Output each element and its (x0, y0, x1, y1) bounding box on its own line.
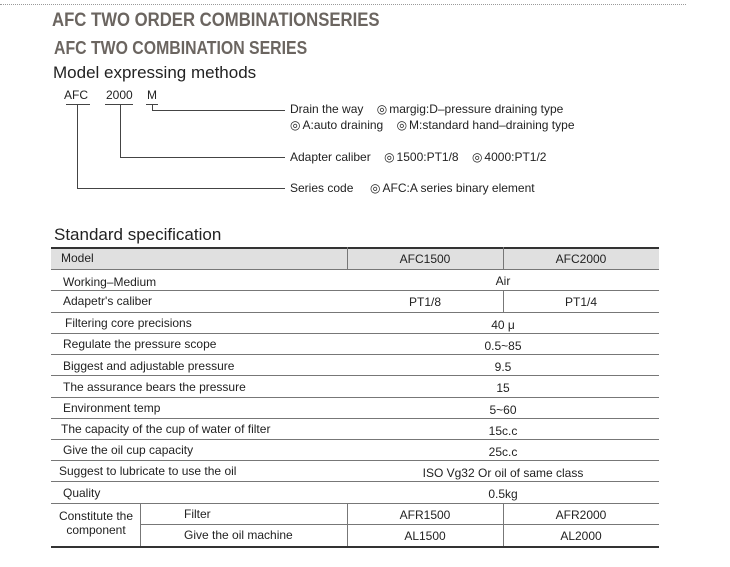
table-rule (51, 312, 659, 313)
table-rule (51, 354, 659, 355)
row-value-water-cup: 15c.c (488, 424, 518, 438)
row-label-caliber: Adapetr's caliber (63, 294, 153, 308)
series-connector-vertical (77, 104, 78, 188)
drain-line-1 (290, 102, 563, 116)
table-top-rule (51, 247, 659, 249)
row-label-assurance-pressure: The assurance bears the pressure (63, 380, 246, 394)
row-label-quality: Quality (63, 486, 101, 500)
component-filter-label: Filter (184, 507, 211, 521)
component-oiler-1500: AL1500 (404, 529, 446, 543)
table-vrule (503, 503, 504, 546)
drain-connector-horizontal (152, 110, 285, 111)
table-rule (51, 460, 659, 461)
row-value-caliber-1500: PT1/8 (408, 295, 441, 309)
table-rule (140, 524, 659, 525)
table-vrule (347, 503, 348, 546)
table-rule (51, 269, 659, 270)
row-label-lubricant: Suggest to lubricate to use the oil (59, 464, 237, 478)
row-value-lubricant: ISO Vg32 Or oil of same class (422, 466, 584, 480)
row-value-max-pressure: 9.5 (494, 360, 512, 374)
code-afc: AFC (64, 88, 88, 102)
row-value-quality: 0.5kg (488, 487, 518, 501)
model-section-heading: Model expressing methods (53, 63, 257, 82)
row-value-medium: Air (495, 274, 511, 288)
header-afc2000: AFC2000 (555, 252, 607, 266)
drain-label: Drain the way (290, 102, 364, 116)
component-filter-2000: AFR2000 (555, 508, 607, 522)
table-vrule (503, 290, 504, 312)
table-rule (51, 503, 659, 504)
row-value-assurance-pressure: 15 (496, 381, 510, 395)
component-group-label (55, 509, 137, 537)
ring-bullet-icon: ◎ (370, 181, 381, 195)
adapter-connector-vertical (120, 104, 121, 157)
ring-bullet-icon: ◎ (290, 118, 301, 132)
component-filter-1500: AFR1500 (399, 508, 451, 522)
component-oiler-label: Give the oil machine (184, 528, 293, 542)
series-connector-horizontal (77, 188, 285, 189)
series-title-primary: AFC TWO ORDER COMBINATIONSERIES (52, 10, 380, 31)
underline-afc (66, 104, 90, 105)
table-rule (51, 290, 659, 291)
ring-bullet-icon: ◎ (396, 118, 408, 132)
table-vrule (347, 247, 348, 269)
table-rule (51, 375, 659, 376)
table-rule (51, 418, 659, 419)
drain-option-m: M:standard hand–draining type (409, 118, 575, 132)
table-rule (51, 333, 659, 334)
series-line (290, 181, 535, 195)
ring-bullet-icon: ◎ (376, 102, 388, 116)
spec-section-heading: Standard specification (54, 225, 222, 244)
series-option-afc: AFC:A series binary element (382, 181, 535, 195)
table-bottom-rule (51, 546, 659, 548)
row-label-max-pressure: Biggest and adjustable pressure (63, 359, 235, 373)
row-label-pressure-scope: Regulate the pressure scope (63, 337, 217, 351)
adapter-option-4000: 4000:PT1/2 (484, 150, 547, 164)
row-value-temp: 5~60 (489, 403, 517, 417)
row-label-temp: Environment temp (63, 401, 161, 415)
table-rule (51, 397, 659, 398)
adapter-option-1500: 1500:PT1/8 (396, 150, 459, 164)
header-model-label: Model (61, 251, 94, 265)
series-label: Series code (290, 181, 354, 195)
row-value-pressure-scope: 0.5~85 (484, 339, 522, 353)
series-title-secondary: AFC TWO COMBINATION SERIES (54, 38, 308, 58)
row-label-precision: Filtering core precisions (65, 316, 192, 330)
row-label-oil-cup: Give the oil cup capacity (63, 443, 194, 457)
table-rule (51, 481, 659, 482)
underline-2000 (105, 104, 133, 105)
code-2000: 2000 (106, 88, 133, 102)
header-afc1500: AFC1500 (399, 252, 451, 266)
table-vrule (503, 247, 504, 269)
component-label-line1: Constitute the (58, 509, 134, 523)
ring-bullet-icon: ◎ (471, 150, 483, 164)
table-rule (51, 439, 659, 440)
row-label-water-cup: The capacity of the cup of water of filter (61, 422, 271, 436)
code-m: M (147, 88, 157, 102)
adapter-line (290, 150, 546, 164)
ring-bullet-icon: ◎ (384, 150, 395, 164)
adapter-label: Adapter caliber (290, 150, 371, 164)
drain-option-a: A:auto draining (302, 118, 384, 132)
top-dotted-rule (0, 4, 686, 5)
row-value-precision: 40 μ (491, 318, 515, 332)
drain-option-d: margig:D–pressure draining type (389, 102, 564, 116)
row-value-caliber-2000: PT1/4 (564, 295, 597, 309)
drain-line-2 (290, 118, 575, 132)
row-value-oil-cup: 25c.c (488, 445, 518, 459)
row-label-medium: Working–Medium (63, 275, 157, 289)
component-label-line2: component (66, 523, 126, 537)
adapter-connector-horizontal (120, 157, 285, 158)
component-oiler-2000: AL2000 (560, 529, 602, 543)
